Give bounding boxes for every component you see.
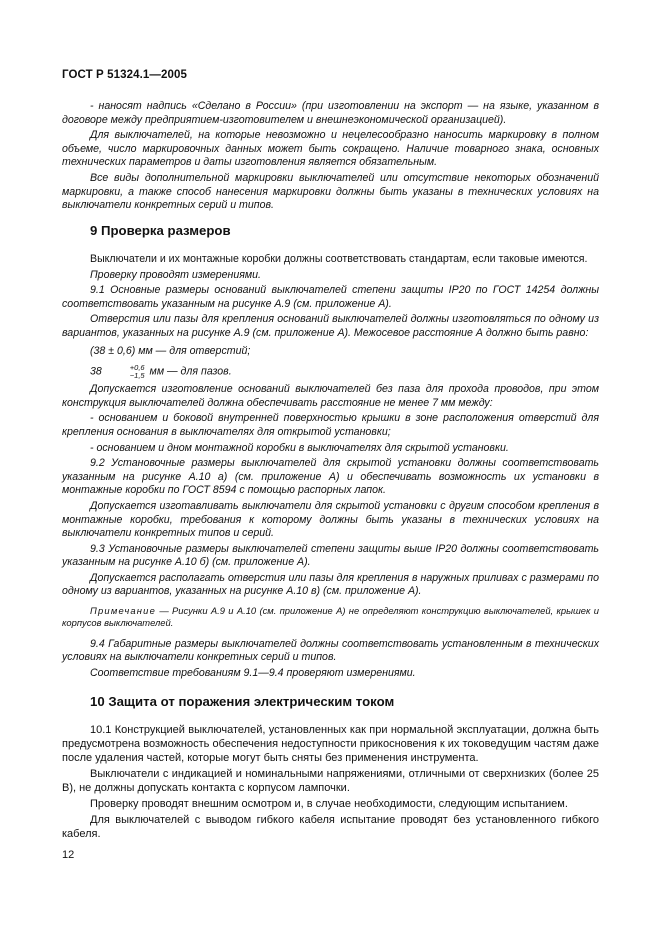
section-heading: 9 Проверка размеров	[90, 223, 231, 238]
marking-continuation-block	[62, 100, 599, 213]
paragraph: - основанием и дном монтажной коробки в выключателях для скрытой установки.	[90, 441, 509, 454]
paragraph: - наносят надпись «Сделано в России» (при изготовлении на экспорт — на языке, указанном в договоре между предприятием-изготовителем и внешнеэкономической организацией).	[62, 100, 599, 126]
paragraph: Для выключателей с выводом гибкого кабеля испытание проводят без установленного гибкого кабеля.	[62, 814, 599, 840]
paragraph: 9.3 Установочные размеры выключателей степени защиты выше IP20 должны соответствовать указанным на рисунке А.10 б) (см. приложение А).	[62, 542, 599, 569]
paragraph: Выключатели с индикацией и номинальными напряжениями, отличными от сверхнизких (более 25 В), не должны допускать контакта с корпусом лампочки.	[62, 768, 599, 794]
paragraph: Проверку проводят измерениями.	[90, 268, 261, 281]
formula-holes: (38 ± 0,6) мм — для отверстий;	[90, 344, 251, 357]
paragraph: - основанием и боковой внутренней поверхностью крышки в зоне расположения отверстий для крепления основания в выключателях для открытой установки;	[62, 412, 599, 438]
paragraph: Соответствие требованиям 9.1—9.4 проверяют измерениями.	[90, 667, 416, 680]
note-text: — Рисунки А.9 и А.10 (см. приложение А) не определяют конструкцию выключателей, крышек и корпусов выключателей.	[62, 605, 599, 629]
formula-slots	[62, 364, 599, 379]
paragraph: 9.1 Основные размеры оснований выключателей степени защиты IP20 по ГОСТ 14254 должны соответствовать указанным на рисунке А.9 (см. приложение А).	[62, 284, 599, 310]
section-heading: 10 Защита от поражения электрическим током	[90, 694, 395, 709]
paragraph: Выключатели и их монтажные коробки должны соответствовать стандартам, если таковые имеются.	[90, 253, 588, 265]
tolerance-lower: −1,5	[129, 370, 145, 380]
paragraph: Отверстия или пазы для крепления оснований выключателей должны изготовляться по одному из вариантов, указанных на рисунке А.9 (см. приложение А). Межосевое расстояние А должно быть равно:	[62, 313, 599, 339]
note-label: Примечание	[90, 605, 156, 617]
paragraph: 9.2 Установочные размеры выключателей для скрытой установки должны соответствовать указанным на рисунке А.10 а) (см. приложение А) и обеспечивать возможность их установки в монтажные коробки по ГОСТ 8594 с помощью распорных лапок.	[62, 457, 599, 497]
tolerance	[102, 364, 145, 379]
paragraph: Допускается изготовление оснований выключателей без паза для прохода проводов, при этом конструкция выключателей должна обеспечивать расстояние не менее 7 мм между:	[62, 383, 599, 409]
document-code: ГОСТ Р 51324.1—2005	[62, 69, 187, 81]
section-10-body	[62, 723, 599, 841]
tolerance-upper: +0,6	[129, 363, 145, 373]
formula-base: 38	[90, 365, 102, 378]
paragraph: 9.4 Габаритные размеры выключателей должны соответствовать установленным в технических условиях на выключатели конкретных серий и типов.	[62, 637, 599, 664]
paragraph: Допускается располагать отверстия или пазы для крепления в наружных приливах с размерами по одному из вариантов, указанных на рисунке А.10 в) (см. приложение А).	[62, 571, 599, 598]
page-number: 12	[62, 849, 75, 861]
paragraph: Допускается изготавливать выключатели для скрытой установки с другим способом крепления в монтажные коробки, требования к которому должны быть указаны в технических условиях на выключатели конкретных типов и серий.	[62, 499, 599, 540]
formula-rest: мм — для пазов.	[146, 365, 232, 378]
note	[62, 605, 599, 630]
section-9-body	[62, 253, 599, 681]
paragraph: Проверку проводят внешним осмотром и, в случае необходимости, следующим испытанием.	[90, 798, 568, 810]
paragraph: Все виды дополнительной маркировки выключателей или отсутствие некоторых обозначений маркировки, а также способ нанесения маркировки должны быть указаны в технических условиях на выключатели конкретных серий и типов.	[62, 171, 599, 212]
paragraph: 10.1 Конструкцией выключателей, установленных как при нормальной эксплуатации, должна быть предусмотрена возможность обеспечения недоступности прикосновения к их токоведущим частям даже после удаления частей, которые могут быть сняты без применения инструмента.	[62, 724, 599, 764]
paragraph: Для выключателей, на которые невозможно и нецелесообразно наносить маркировку в полном объеме, число маркировочных данных может быть сокращено. Наличие товарного знака, основных технических параметров и даты изготовления является обязательным.	[62, 129, 599, 169]
